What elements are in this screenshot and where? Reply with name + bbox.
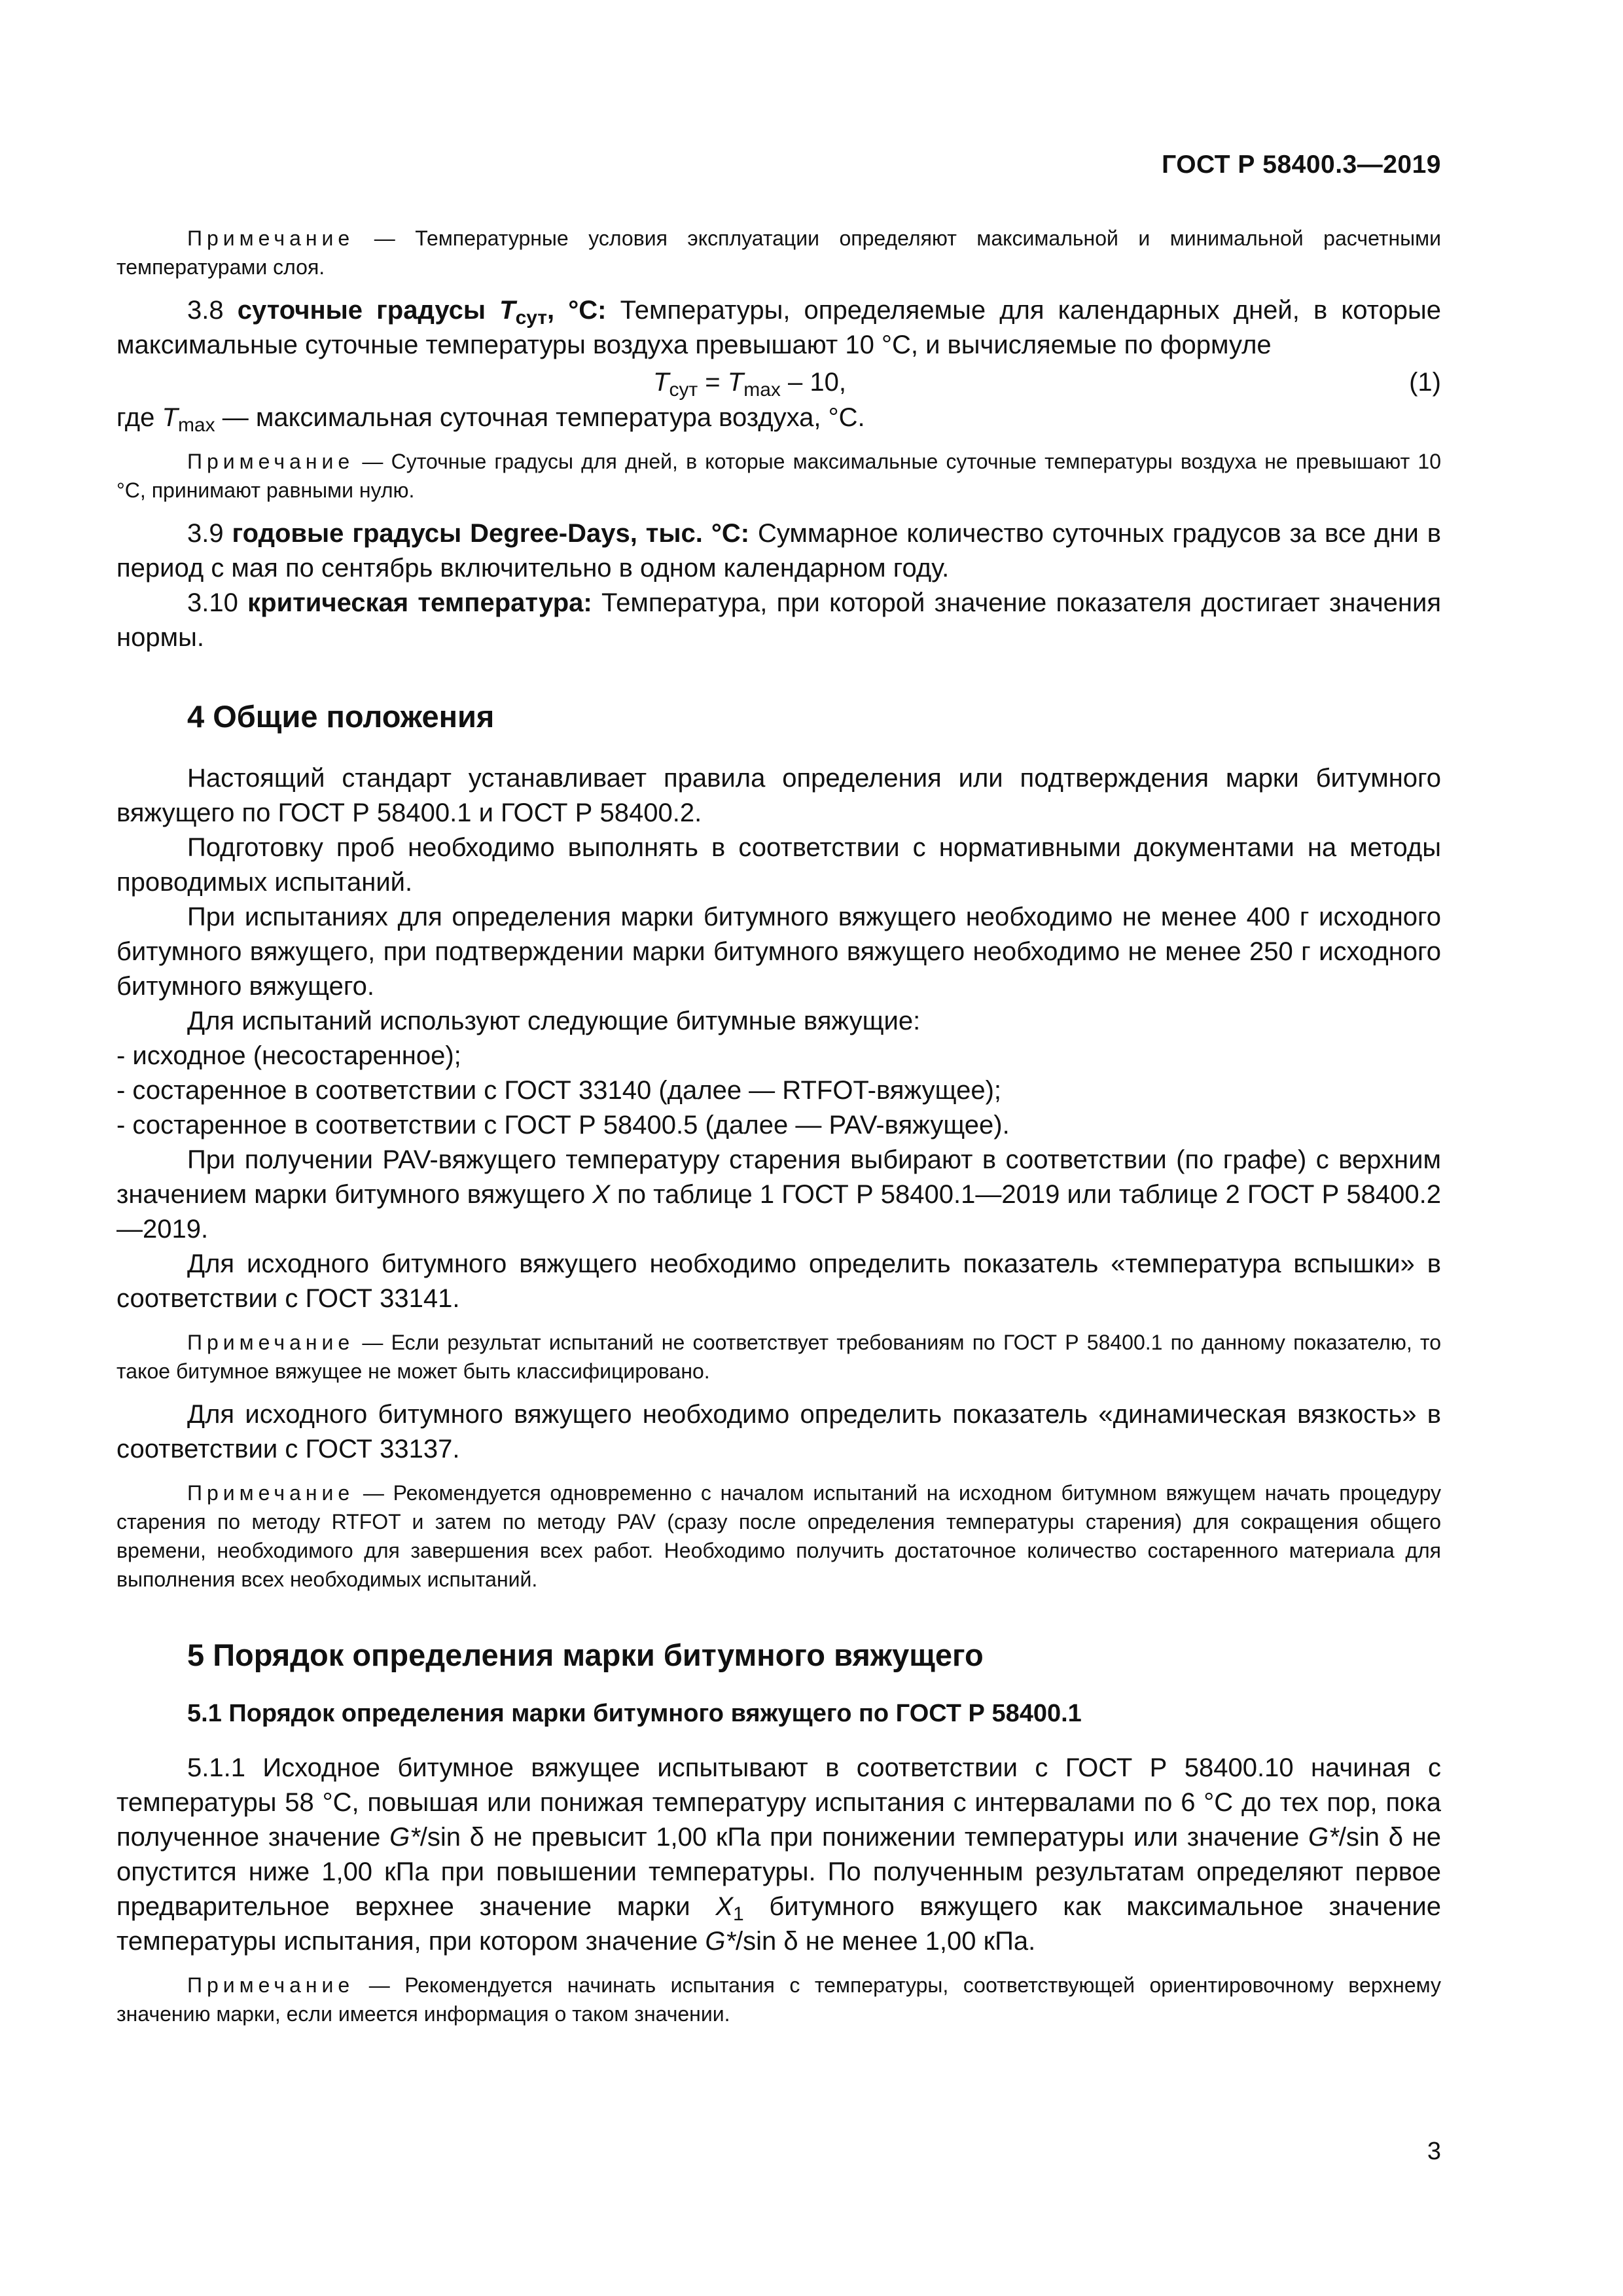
section-4-heading: 4 Общие положения (187, 699, 495, 734)
note-3: Примечание — Если результат испытаний не соответствует требованиям по ГОСТ Р 58400.1 по данному показателю, то такое битумное вяжущее не может быть классифицировано. (116, 1331, 1441, 1383)
sec4-paragraph-1: Настоящий стандарт устанавливает правила определения или подтверждения марки битумного вяжущего по ГОСТ Р 58400.1 и ГОСТ Р 58400.2. (116, 764, 1441, 827)
document-code: ГОСТ Р 58400.3—2019 (1162, 151, 1441, 179)
clause-3-10: 3.10 критическая температура: Температура, при которой значение показателя достигает значения нормы. (116, 588, 1441, 652)
formula-expression: $T_{сут} = T_{max} - 10$, (653, 368, 846, 401)
list-item: - состаренное в соответствии с ГОСТ 33140 (далее — RTFOT-вяжущее); (116, 1076, 1002, 1105)
note-label: Примечание (187, 226, 355, 250)
note-2: Примечание — Суточные градусы для дней, в которые максимальные суточные температуры воздуха не превышают 10 °С, принимают равными нулю. (116, 450, 1442, 502)
sec4-paragraph-2: Подготовку проб необходимо выполнять в соответствии с нормативными документами на методы проводимых испытаний. (116, 833, 1441, 897)
list-item: - исходное (несостаренное); (116, 1041, 461, 1070)
note-4: Примечание — Рекомендуется одновременно с началом испытаний на исходном битумном вяжущем начать процедуру старения по методу RTFOT и затем по методу PAV (сразу после определения температуры старения) для сокращения общего времени, необходимого для завершения всех работ. Необходимо получить достаточное количество состаренного материала для выполнения всех необходимых испытаний. (116, 1481, 1442, 1591)
clause-5-1-1: 5.1.1 Исходное битумное вяжущее испытывают в соответствии с ГОСТ Р 58400.10 начиная с температуры 58 °С, повышая или понижая температуру испытания с интервалами по 6 °С до тех пор, пока полученное значение G*/sin δ не превысит 1,00 кПа при понижении температуры или значение G*/sin δ не опустится ниже 1,00 кПа при повышении температуры. По полученным результатам определяют первое предварительное верхнее значение марки $X_1$ битумного вяжущего как максимальное значение температуры испытания, при котором значение G*/sin δ не менее 1,00 кПа. (116, 1753, 1442, 1956)
document-body (116, 224, 1441, 2040)
formula-number: (1) (1409, 368, 1441, 397)
note-5: Примечание — Рекомендуется начинать испытания с температуры, соответствующей ориентировочному верхнему значению марки, если имеется информация о таком значении. (116, 1973, 1442, 2026)
document-page (116, 0, 1441, 2296)
term-daily-degrees: суточные градусы $T_{сут}$, °С: (237, 296, 607, 329)
formula-1 (116, 364, 1441, 401)
formula-where: где $T_{max}$ — максимальная суточная температура воздуха, °С. (116, 403, 865, 436)
subsection-5-1-heading: 5.1 Порядок определения марки битумного вяжущего по ГОСТ Р 58400.1 (187, 1700, 1082, 1727)
sec4-paragraph-4: Для испытаний используют следующие битумные вяжущие: (187, 1007, 921, 1035)
note-1: Примечание — Температурные условия эксплуатации определяют максимальной и минимальной расчетными температурами слоя. (116, 226, 1442, 279)
clause-3-8: 3.8 суточные градусы $T_{сут}$, °С: Температуры, определяемые для календарных дней, в которые максимальные суточные температуры воздуха превышают 10 °С, и вычисляемые по формуле (116, 296, 1442, 359)
sec4-paragraph-3: При испытаниях для определения марки битумного вяжущего необходимо не менее 400 г исходного битумного вяжущего, при подтверждении марки битумного вяжущего необходимо не менее 250 г исходного битумного вяжущего. (116, 903, 1441, 1001)
list-item: - состаренное в соответствии с ГОСТ Р 58400.5 (далее — PAV-вяжущее). (116, 1111, 1010, 1139)
section-5-heading: 5 Порядок определения марки битумного вяжущего (187, 1638, 984, 1672)
page-number: 3 (1427, 2138, 1441, 2165)
sec4-paragraph-7: Для исходного битумного вяжущего необходимо определить показатель «динамическая вязкость» в соответствии с ГОСТ 33137. (116, 1400, 1441, 1463)
sec4-paragraph-6: Для исходного битумного вяжущего необходимо определить показатель «температура вспышки» в соответствии с ГОСТ 33141. (116, 1249, 1441, 1313)
sec4-paragraph-5: При получении PAV-вяжущего температуру старения выбирают в соответствии (по графе) с верхним значением марки битумного вяжущего X по таблице 1 ГОСТ Р 58400.1—2019 или таблице 2 ГОСТ Р 58400.2—2019. (116, 1145, 1441, 1244)
clause-3-9: 3.9 годовые градусы Degree-Days, тыс. °С: Суммарное количество суточных градусов за все дни в период с мая по сентябрь включительно в одном календарном году. (116, 519, 1441, 583)
